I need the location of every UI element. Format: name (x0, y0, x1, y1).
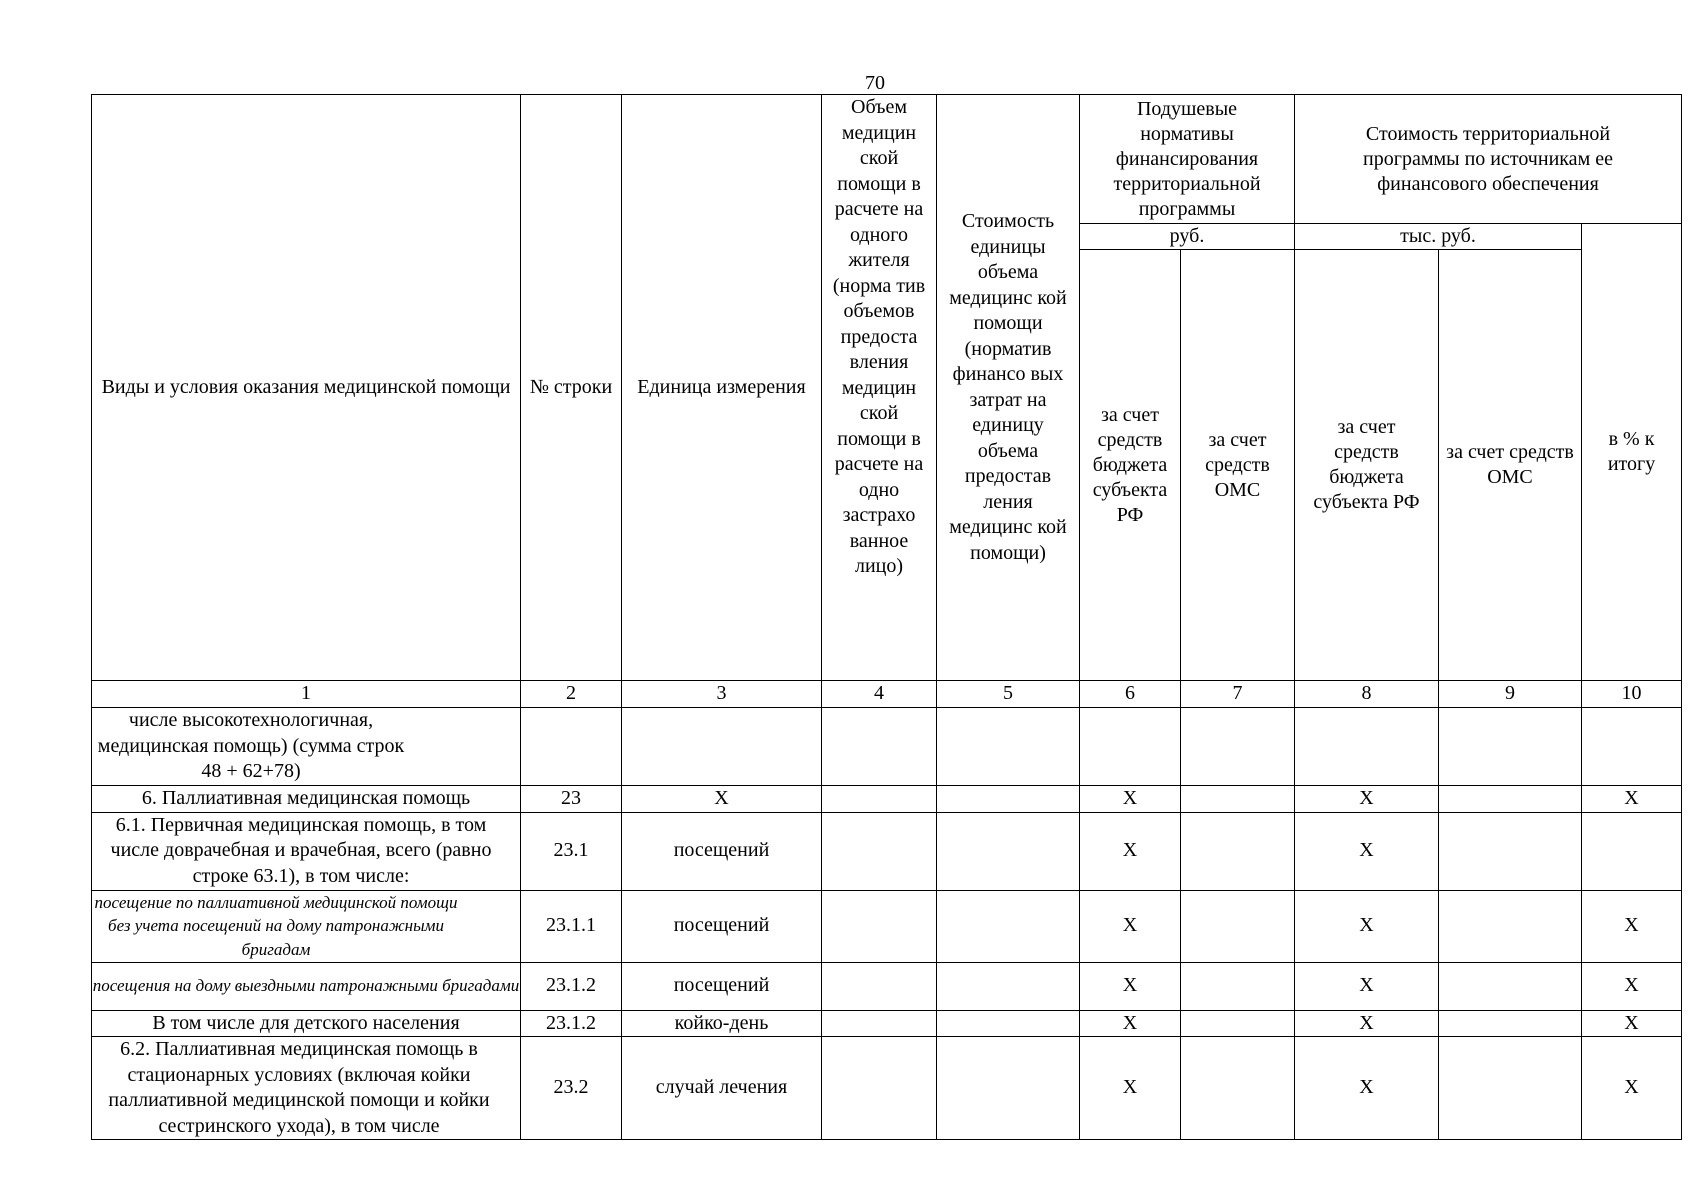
header-cost-budget: за счет средств бюджета субъекта РФ (1295, 250, 1439, 681)
row-cell (1582, 812, 1682, 890)
row-cell (1295, 708, 1439, 786)
row-cell: X (1080, 786, 1181, 813)
row-cell (937, 786, 1080, 813)
header-cost-group: Стоимость территориальной программы по источникам ее финансового обеспечения (1295, 95, 1682, 224)
header-row-1 (92, 95, 1682, 224)
header-unit: Единица измерения (622, 95, 822, 681)
column-number: 10 (1582, 681, 1682, 708)
row-cell: X (1582, 1037, 1682, 1140)
row-cell: 23.1.2 (521, 962, 622, 1010)
row-cell (521, 708, 622, 786)
row-cell (1439, 708, 1582, 786)
row-cell (937, 962, 1080, 1010)
column-number: 8 (1295, 681, 1439, 708)
header-per-capita-budget: за счет средств бюджета субъекта РФ (1080, 250, 1181, 681)
row-cell (937, 1010, 1080, 1037)
row-cell (822, 962, 937, 1010)
column-number: 2 (521, 681, 622, 708)
row-cell: X (622, 786, 822, 813)
row-name: 6.1. Первичная медицинская помощь, в том числе доврачебная и врачебная, всего (равно строке 63.1), в том числе: (92, 812, 521, 890)
header-per-capita-group: Подушевые нормативы финансирования территориальной программы (1080, 95, 1295, 224)
row-cell: X (1295, 890, 1439, 962)
row-cell: 23.1 (521, 812, 622, 890)
row-cell: X (1582, 890, 1682, 962)
header-unit-cost: Стоимость единицы объема медицинс кой помощи (норматив финансо вых затрат на единицу объема предостав ления медицинс кой помощи) (937, 95, 1080, 681)
row-cell: X (1582, 786, 1682, 813)
row-cell (1181, 890, 1295, 962)
row-cell: X (1295, 1010, 1439, 1037)
row-cell (937, 812, 1080, 890)
header-row-number: № строки (521, 95, 622, 681)
row-cell (1582, 708, 1682, 786)
row-cell: 23.1.2 (521, 1010, 622, 1037)
row-cell (1181, 1010, 1295, 1037)
row-cell: X (1295, 1037, 1439, 1140)
row-cell: X (1582, 962, 1682, 1010)
row-cell (937, 890, 1080, 962)
row-cell (1439, 1010, 1582, 1037)
header-per-capita-unit: руб. (1080, 224, 1295, 250)
header-per-capita-oms: за счет средств ОМС (1181, 250, 1295, 681)
row-cell (1439, 962, 1582, 1010)
row-cell: 23 (521, 786, 622, 813)
row-name: числе высокотехнологичная, медицинская помощь) (сумма строк 48 + 62+78) (92, 708, 521, 786)
row-cell (822, 1010, 937, 1037)
header-percent-of-total: в % к итогу (1582, 224, 1682, 681)
row-cell: посещений (622, 962, 822, 1010)
header-volume-per-capita: Объем медицин ской помощи в расчете на одного жителя (норма тив объемов предоста вления медицин ской помощи в расчете на одно застрахо ванное лицо) (822, 95, 937, 681)
row-cell (1181, 786, 1295, 813)
row-cell (1181, 1037, 1295, 1140)
row-cell: койко-день (622, 1010, 822, 1037)
table-row (92, 708, 1682, 786)
column-number: 9 (1439, 681, 1582, 708)
column-number: 6 (1080, 681, 1181, 708)
row-cell (1080, 708, 1181, 786)
column-numbers-row (92, 681, 1682, 708)
row-cell (937, 708, 1080, 786)
header-kinds-conditions: Виды и условия оказания медицинской помощи (92, 95, 521, 681)
column-number: 7 (1181, 681, 1295, 708)
table-row (92, 812, 1682, 890)
row-cell: X (1295, 812, 1439, 890)
row-name: В том числе для детского населения (92, 1010, 521, 1037)
column-number: 3 (622, 681, 822, 708)
row-cell: 23.1.1 (521, 890, 622, 962)
row-cell: X (1295, 786, 1439, 813)
row-cell: X (1080, 890, 1181, 962)
row-cell (1181, 962, 1295, 1010)
table-row (92, 786, 1682, 813)
page-number: 70 (865, 72, 885, 94)
row-name: 6. Паллиативная медицинская помощь (92, 786, 521, 813)
row-cell: X (1295, 962, 1439, 1010)
table-row (92, 1010, 1682, 1037)
row-cell (1181, 812, 1295, 890)
row-name: 6.2. Паллиативная медицинская помощь в стационарных условиях (включая койки паллиативной медицинской помощи и койки сестринского ухода), в том числе (92, 1037, 521, 1140)
row-cell (1181, 708, 1295, 786)
header-cost-oms: за счет средств ОМС (1439, 250, 1582, 681)
row-cell (822, 890, 937, 962)
row-cell (822, 708, 937, 786)
row-name: посещение по паллиативной медицинской помощи без учета посещений на дому патронажными бригадам (92, 890, 521, 962)
row-cell: случай лечения (622, 1037, 822, 1140)
column-number: 5 (937, 681, 1080, 708)
row-cell: X (1582, 1010, 1682, 1037)
row-cell (1439, 786, 1582, 813)
column-number: 4 (822, 681, 937, 708)
row-cell (1439, 890, 1582, 962)
table-row (92, 890, 1682, 962)
row-cell (622, 708, 822, 786)
row-cell (1439, 812, 1582, 890)
row-cell (822, 1037, 937, 1140)
row-cell (937, 1037, 1080, 1140)
row-cell: X (1080, 1037, 1181, 1140)
program-cost-table (91, 94, 1682, 1140)
header-cost-unit: тыс. руб. (1295, 224, 1582, 250)
row-cell (822, 812, 937, 890)
table-row (92, 1037, 1682, 1140)
column-number: 1 (92, 681, 521, 708)
row-cell: X (1080, 962, 1181, 1010)
row-cell: X (1080, 1010, 1181, 1037)
row-cell: 23.2 (521, 1037, 622, 1140)
row-cell: посещений (622, 890, 822, 962)
row-cell: посещений (622, 812, 822, 890)
row-cell: X (1080, 812, 1181, 890)
row-cell (822, 786, 937, 813)
row-cell (1439, 1037, 1582, 1140)
table-row (92, 962, 1682, 1010)
row-name: посещения на дому выездными патронажными бригадами (92, 962, 521, 1010)
